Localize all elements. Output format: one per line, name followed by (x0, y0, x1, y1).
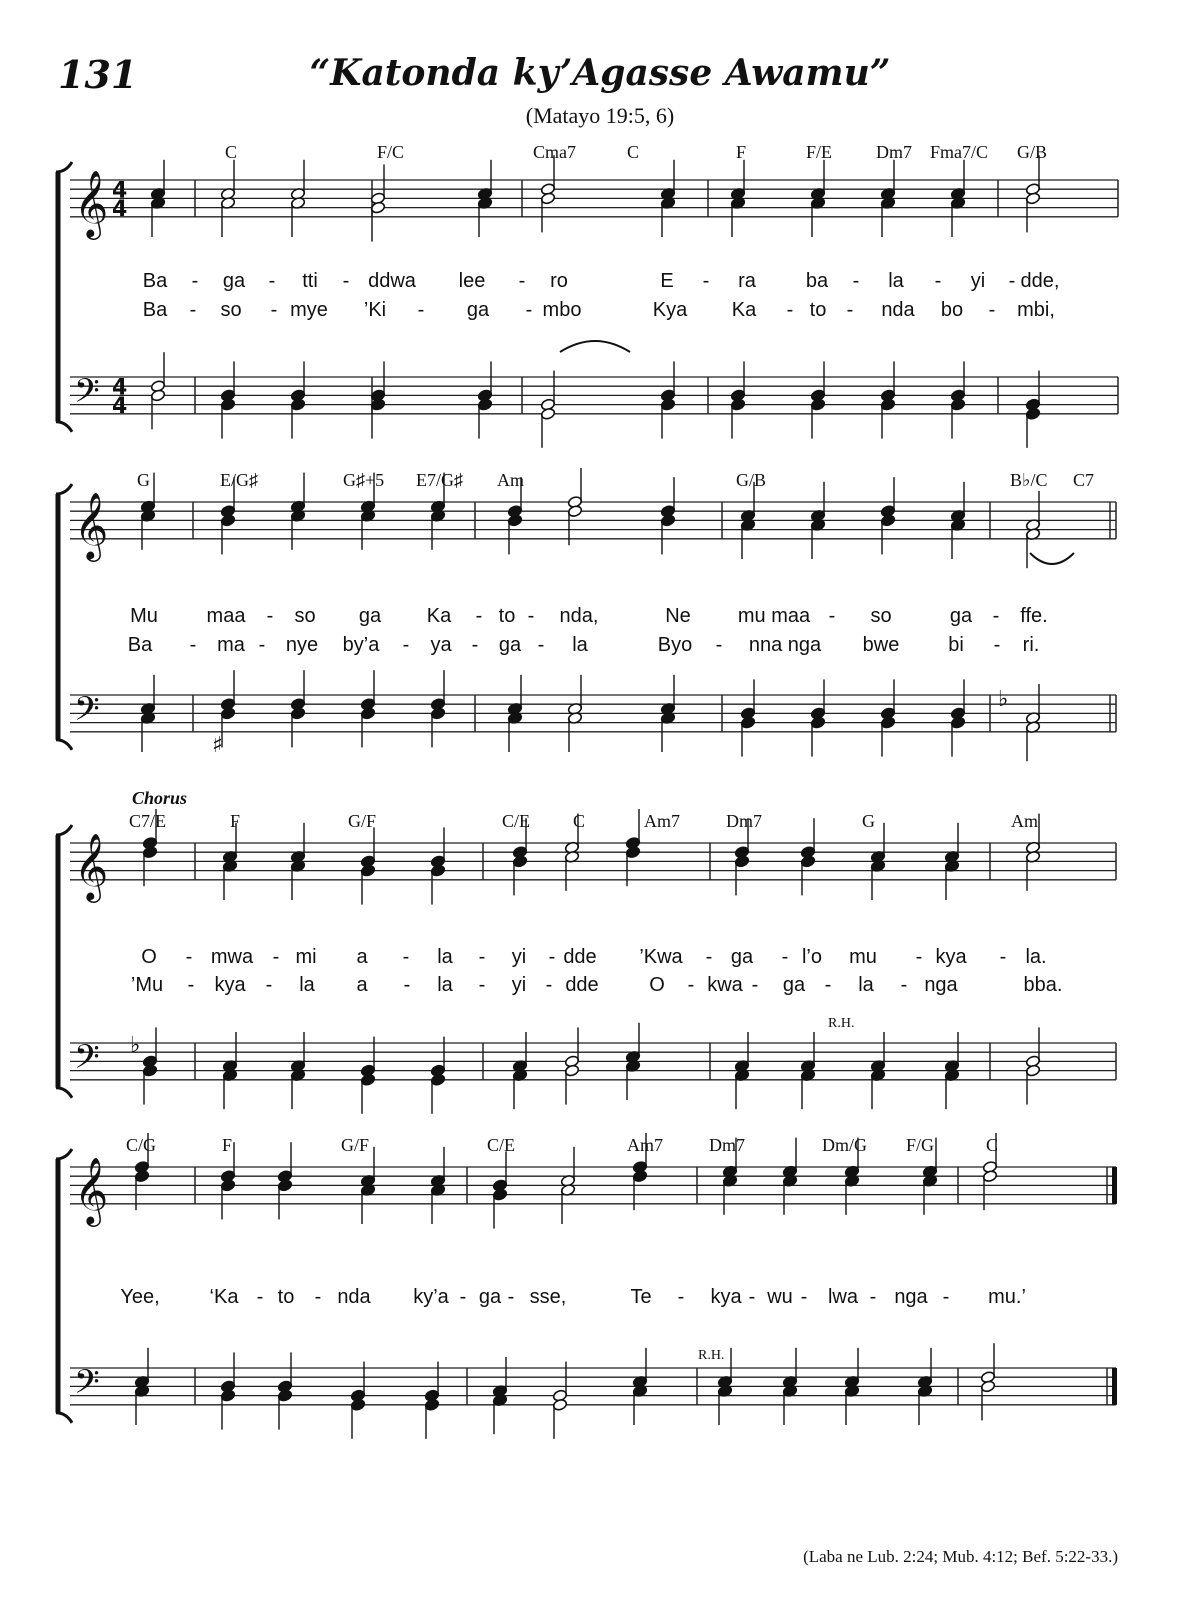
chord-symbol: Fma7/C (930, 142, 989, 162)
lyric-syllable: ya (430, 634, 452, 656)
lyric-hyphen: - (537, 634, 545, 656)
lyric-syllable: la (572, 634, 588, 656)
lyric-syllable: Ba (142, 299, 168, 321)
lyric-syllable: yi (511, 946, 527, 968)
lyric-hyphen: - (478, 974, 486, 996)
lyric-syllable: ga (358, 605, 382, 627)
lyric-syllable: by’a (342, 634, 380, 656)
lyric-hyphen: - (781, 946, 789, 968)
chord-symbol: C/G (126, 1135, 157, 1155)
chord-symbol: C (986, 1135, 999, 1155)
chord-symbol: C (225, 142, 238, 162)
lyric-hyphen: - (518, 270, 526, 292)
bass-clef-icon: 𝄢 (74, 372, 100, 419)
song-title: “Katonda ky’Agasse Awamu” (309, 52, 891, 94)
lyric-hyphen: - (800, 1286, 808, 1308)
slur (560, 341, 630, 352)
lyric-hyphen: - (187, 974, 195, 996)
lyric-hyphen: - (786, 299, 794, 321)
treble-clef-icon: 𝄞 (74, 831, 109, 900)
lyric-hyphen: - (915, 946, 923, 968)
lyric-hyphen: - (403, 974, 411, 996)
lyric-syllable: Ka (731, 299, 757, 321)
lyric-syllable: Mu (130, 605, 158, 627)
lyric-syllable: mu maa (737, 605, 811, 627)
lyric-syllable: Yee, (120, 1286, 160, 1308)
lyric-syllable: kya (214, 974, 246, 996)
lyric-syllable: mye (290, 299, 328, 321)
bass-clef-icon: 𝄢 (74, 1363, 100, 1410)
lyric-syllable: la. (1025, 946, 1047, 968)
lyric-syllable: E (660, 270, 674, 292)
lyric-syllable: ’Mu (130, 974, 164, 996)
lyric-hyphen: - (402, 634, 410, 656)
lyric-syllable: Ba (127, 634, 153, 656)
sharp-icon: ♯ (212, 733, 223, 758)
lyric-hyphen: - (942, 1286, 950, 1308)
lyric-hyphen: - (687, 974, 695, 996)
lyric-hyphen: - (715, 634, 723, 656)
lyric-syllable: dde, (1020, 270, 1060, 292)
lyric-syllable: la (437, 974, 453, 996)
lyric-syllable: a (356, 946, 368, 968)
bracket-hook (56, 484, 72, 494)
bracket-hook (56, 162, 72, 172)
scripture-reference: (Matayo 19:5, 6) (525, 103, 675, 128)
footer-reference: (Laba ne Lub. 2:24; Mub. 4:12; Bef. 5:22-33.) (803, 1547, 1118, 1566)
lyric-hyphen: - (256, 1286, 264, 1308)
lyric-syllable: O (649, 974, 665, 996)
lyric-syllable: ‘Ka (209, 1286, 239, 1308)
lyric-hyphen: - (402, 946, 410, 968)
lyric-syllable: ro (550, 270, 568, 292)
lyric-syllable: bba. (1023, 974, 1063, 996)
lyric-syllable: ma (217, 634, 245, 656)
lyric-hyphen: - (548, 946, 556, 968)
lyric-hyphen: - (846, 299, 854, 321)
lyric-syllable: so (220, 299, 242, 321)
lyric-syllable: ddwa (368, 270, 416, 292)
lyric-hyphen: - (525, 299, 533, 321)
lyric-syllable: nda, (559, 605, 599, 627)
chord-symbol: Dm7 (876, 142, 912, 162)
chorus-label: Chorus (132, 788, 188, 808)
lyric-hyphen: - (270, 299, 278, 321)
chord-symbol: B♭/C (1010, 470, 1048, 490)
lyric-syllable: nna nga (748, 634, 822, 656)
lyric-syllable: ga (782, 974, 806, 996)
chord-symbol: F/E (806, 142, 833, 162)
bass-clef-icon: 𝄢 (74, 1038, 100, 1085)
lyric-syllable: ky’a (413, 1286, 449, 1308)
lyric-syllable: to (277, 1286, 295, 1308)
lyric-hyphen: - (900, 974, 908, 996)
chord-symbol: C/E (487, 1135, 516, 1155)
lyric-syllable: l’o (801, 946, 823, 968)
lyric-syllable: so (294, 605, 316, 627)
slur (1030, 553, 1074, 564)
lyric-hyphen: - (314, 1286, 322, 1308)
lyric-hyphen: - (272, 946, 280, 968)
chord-symbol: Am (1011, 811, 1038, 831)
lyric-syllable: la (437, 946, 453, 968)
lyric-syllable: yi (511, 974, 527, 996)
lyric-syllable: mbi, (1017, 299, 1055, 321)
lyric-syllable: ffe. (1020, 605, 1048, 627)
lyric-syllable: kwa (707, 974, 743, 996)
lyric-hyphen: - (828, 605, 836, 627)
lyric-syllable: mu (849, 946, 877, 968)
final-barline (1112, 1368, 1117, 1405)
lyric-syllable: tti (302, 270, 318, 292)
lyric-syllable: kya (935, 946, 967, 968)
lyric-hyphen: - (705, 946, 713, 968)
lyric-hyphen: - (478, 946, 486, 968)
bracket-hook (56, 1088, 72, 1098)
lyric-syllable: nye (285, 634, 319, 656)
lyric-hyphen: - (869, 1286, 877, 1308)
chord-symbol: E/G♯ (220, 470, 258, 490)
lyric-syllable: mu.’ (988, 1286, 1026, 1308)
lyric-syllable: ga (730, 946, 754, 968)
lyric-syllable: mi (295, 946, 317, 968)
lyric-syllable: ba (805, 270, 829, 292)
lyric-hyphen: - (852, 270, 860, 292)
lyric-syllable: dde (563, 946, 597, 968)
lyric-hyphen: - (471, 634, 479, 656)
lyric-syllable: dde (565, 974, 599, 996)
chord-symbol: Dm7 (726, 811, 762, 831)
lyric-syllable: bi (948, 634, 964, 656)
lyric-hyphen: - (266, 605, 274, 627)
lyric-hyphen: - (934, 270, 942, 292)
lyric-syllable: ra (738, 270, 756, 292)
lyric-syllable: wu (767, 1286, 793, 1308)
lyric-hyphen: - (265, 974, 273, 996)
lyric-syllable: lwa (827, 1286, 859, 1308)
chord-symbol: F/G (906, 1135, 935, 1155)
chord-symbol: G/F (341, 1135, 370, 1155)
lyric-hyphen: - (507, 1286, 515, 1308)
lyric-syllable: so (870, 605, 892, 627)
lyric-hyphen: - (824, 974, 832, 996)
chord-symbol: G/B (736, 470, 767, 490)
flat-icon: ♭ (998, 687, 1009, 712)
chord-symbol: C7/E (129, 811, 167, 831)
bracket-hook (56, 422, 72, 432)
song-number: 131 (58, 52, 138, 97)
lyric-syllable: ga (478, 1286, 502, 1308)
chord-symbol: G (862, 811, 875, 831)
bracket-hook (56, 825, 72, 835)
lyric-syllable: yi (970, 270, 986, 292)
lyric-syllable: nga (894, 1286, 928, 1308)
lyric-syllable: ga (949, 605, 973, 627)
lyric-hyphen: - (459, 1286, 467, 1308)
lyric-syllable: lee (458, 270, 486, 292)
lyric-hyphen: - (475, 605, 483, 627)
lyric-syllable: ri. (1022, 634, 1040, 656)
bracket-hook (56, 1149, 72, 1159)
lyric-hyphen: - (1008, 270, 1016, 292)
bracket-hook (56, 1413, 72, 1423)
lyric-syllable: Te (630, 1286, 652, 1308)
lyric-hyphen: - (751, 974, 759, 996)
lyric-syllable: Byo (657, 634, 693, 656)
lyric-syllable: to (809, 299, 827, 321)
chord-symbol: C (573, 811, 586, 831)
chord-symbol: G (137, 470, 150, 490)
chord-symbol: Dm7 (709, 1135, 745, 1155)
right-hand-mark: R.H. (698, 1348, 725, 1363)
lyric-syllable: nda (881, 299, 915, 321)
chord-symbol: F (736, 142, 747, 162)
lyric-hyphen: - (992, 605, 1000, 627)
treble-clef-icon: 𝄞 (74, 1155, 109, 1224)
lyric-hyphen: - (189, 299, 197, 321)
lyric-syllable: Kya (652, 299, 688, 321)
treble-clef-icon: 𝄞 (74, 490, 109, 559)
flat-icon: ♭ (130, 1033, 141, 1058)
lyric-syllable: maa (206, 605, 246, 627)
time-signature-top: 4 (112, 178, 128, 204)
lyric-hyphen: - (268, 270, 276, 292)
chord-symbol: Cma7 (533, 142, 576, 162)
chord-symbol: F/C (377, 142, 405, 162)
chord-symbol: G/F (348, 811, 377, 831)
lyric-syllable: la (858, 974, 874, 996)
bass-clef-icon: 𝄢 (74, 690, 100, 737)
lyric-syllable: ’Ki (363, 299, 387, 321)
chord-symbol: C (627, 142, 640, 162)
lyric-hyphen: - (999, 946, 1007, 968)
lyric-syllable: la (888, 270, 904, 292)
bracket-hook (56, 740, 72, 750)
lyric-syllable: bwe (862, 634, 900, 656)
chord-symbol: F (230, 811, 241, 831)
lyric-hyphen: - (748, 1286, 756, 1308)
lyric-syllable: nda (337, 1286, 371, 1308)
lyric-syllable: ga (222, 270, 246, 292)
lyric-hyphen: - (417, 299, 425, 321)
lyric-syllable: ga (466, 299, 490, 321)
lyric-hyphen: - (527, 605, 535, 627)
lyric-syllable: ’Kwa (639, 946, 683, 968)
lyric-syllable: to (498, 605, 516, 627)
lyric-syllable: Ne (665, 605, 691, 627)
lyric-syllable: O (141, 946, 157, 968)
chord-symbol: Am (497, 470, 524, 490)
lyric-hyphen: - (993, 634, 1001, 656)
lyric-syllable: bo (940, 299, 964, 321)
lyric-hyphen: - (702, 270, 710, 292)
lyric-hyphen: - (677, 1286, 685, 1308)
lyric-hyphen: - (342, 270, 350, 292)
final-barline (1112, 1167, 1117, 1204)
chord-symbol: Dm/G (822, 1135, 867, 1155)
chord-symbol: F (222, 1135, 233, 1155)
lyric-hyphen: - (191, 270, 199, 292)
lyric-syllable: kya (710, 1286, 742, 1308)
lyric-syllable: sse, (529, 1286, 567, 1308)
chord-symbol: G/B (1017, 142, 1048, 162)
lyric-syllable: Ka (426, 605, 452, 627)
lyric-syllable: la (299, 974, 315, 996)
right-hand-mark: R.H. (828, 1016, 855, 1031)
lyric-syllable: ga (498, 634, 522, 656)
lyric-hyphen: - (185, 946, 193, 968)
treble-clef-icon: 𝄞 (74, 168, 109, 237)
lyric-hyphen: - (545, 974, 553, 996)
chord-symbol: E7/G♯ (416, 470, 463, 490)
chord-symbol: Am7 (627, 1135, 663, 1155)
lyric-syllable: Ba (142, 270, 168, 292)
time-signature-bottom: 4 (112, 393, 128, 419)
time-signature-top: 4 (112, 375, 128, 401)
chord-symbol: G♯+5 (343, 470, 385, 490)
chord-symbol: C7 (1073, 470, 1095, 490)
lyric-syllable: nga (924, 974, 958, 996)
chord-symbol: C/E (502, 811, 531, 831)
lyric-syllable: mwa (210, 946, 254, 968)
lyric-hyphen: - (258, 634, 266, 656)
lyric-syllable: a (356, 974, 368, 996)
chord-symbol: Am7 (644, 811, 680, 831)
lyric-hyphen: - (189, 634, 197, 656)
lyric-syllable: mbo (542, 299, 582, 321)
time-signature-bottom: 4 (112, 196, 128, 222)
lyric-hyphen: - (988, 299, 996, 321)
